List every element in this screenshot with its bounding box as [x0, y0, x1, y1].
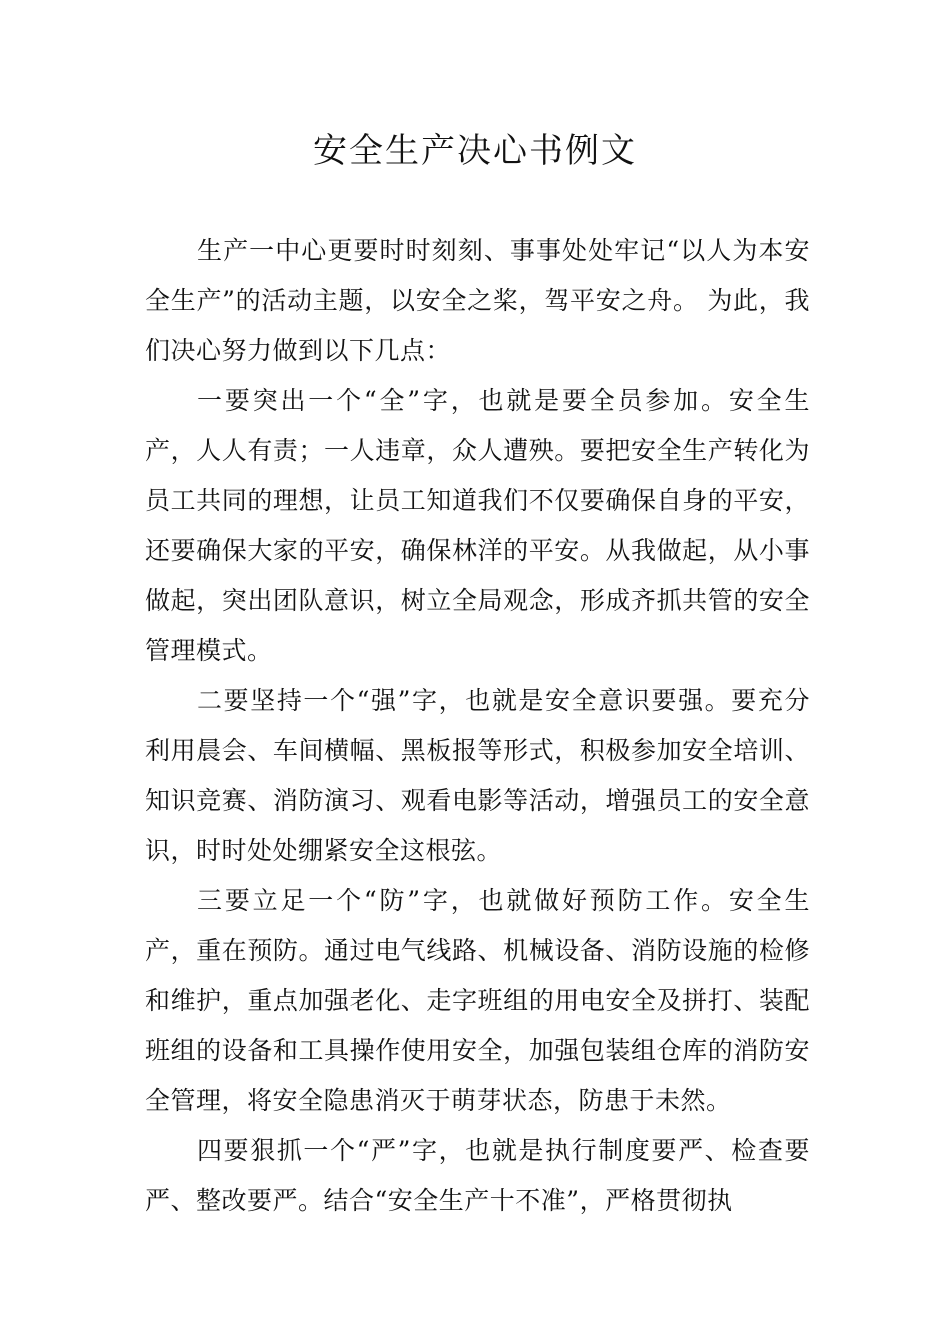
- document-body: [145, 226, 810, 1226]
- document-title: 安全生产决心书例文: [313, 131, 637, 171]
- paragraph-point-1: 一要突出一个“全”字，也就是要全员参加。安全生产，人人有责；一人违章，众人遭殃。要把安全生产转化为员工共同的理想，让员工知道我们不仅要确保自身的平安，还要确保大家的平安，确保林洋的平安。从我做起，从小事做起，突出团队意识，树立全局观念，形成齐抓共管的安全管理模式。: [145, 386, 810, 665]
- paragraph-point-4: 四要狠抓一个“严”字，也就是执行制度要严、检查要严、整改要严。结合“安全生产十不准”，严格贯彻执: [145, 1136, 810, 1215]
- paragraph-intro: 生产一中心更要时时刻刻、事事处处牢记“以人为本安全生产”的活动主题，以安全之桨，驾平安之舟。 为此，我们决心努力做到以下几点：: [145, 236, 810, 365]
- paragraph-point-2: 二要坚持一个“强”字，也就是安全意识要强。要充分利用晨会、车间横幅、黑板报等形式，积极参加安全培训、知识竞赛、消防演习、观看电影等活动，增强员工的安全意识，时时处处绷紧安全这根弦。: [145, 686, 810, 865]
- paragraph-point-3: 三要立足一个“防”字，也就做好预防工作。安全生产，重在预防。通过电气线路、机械设备、消防设施的检修和维护，重点加强老化、走字班组的用电安全及拼打、装配班组的设备和工具操作使用安全，加强包装组仓库的消防安全管理，将安全隐患消灭于萌芽状态，防患于未然。: [145, 886, 810, 1115]
